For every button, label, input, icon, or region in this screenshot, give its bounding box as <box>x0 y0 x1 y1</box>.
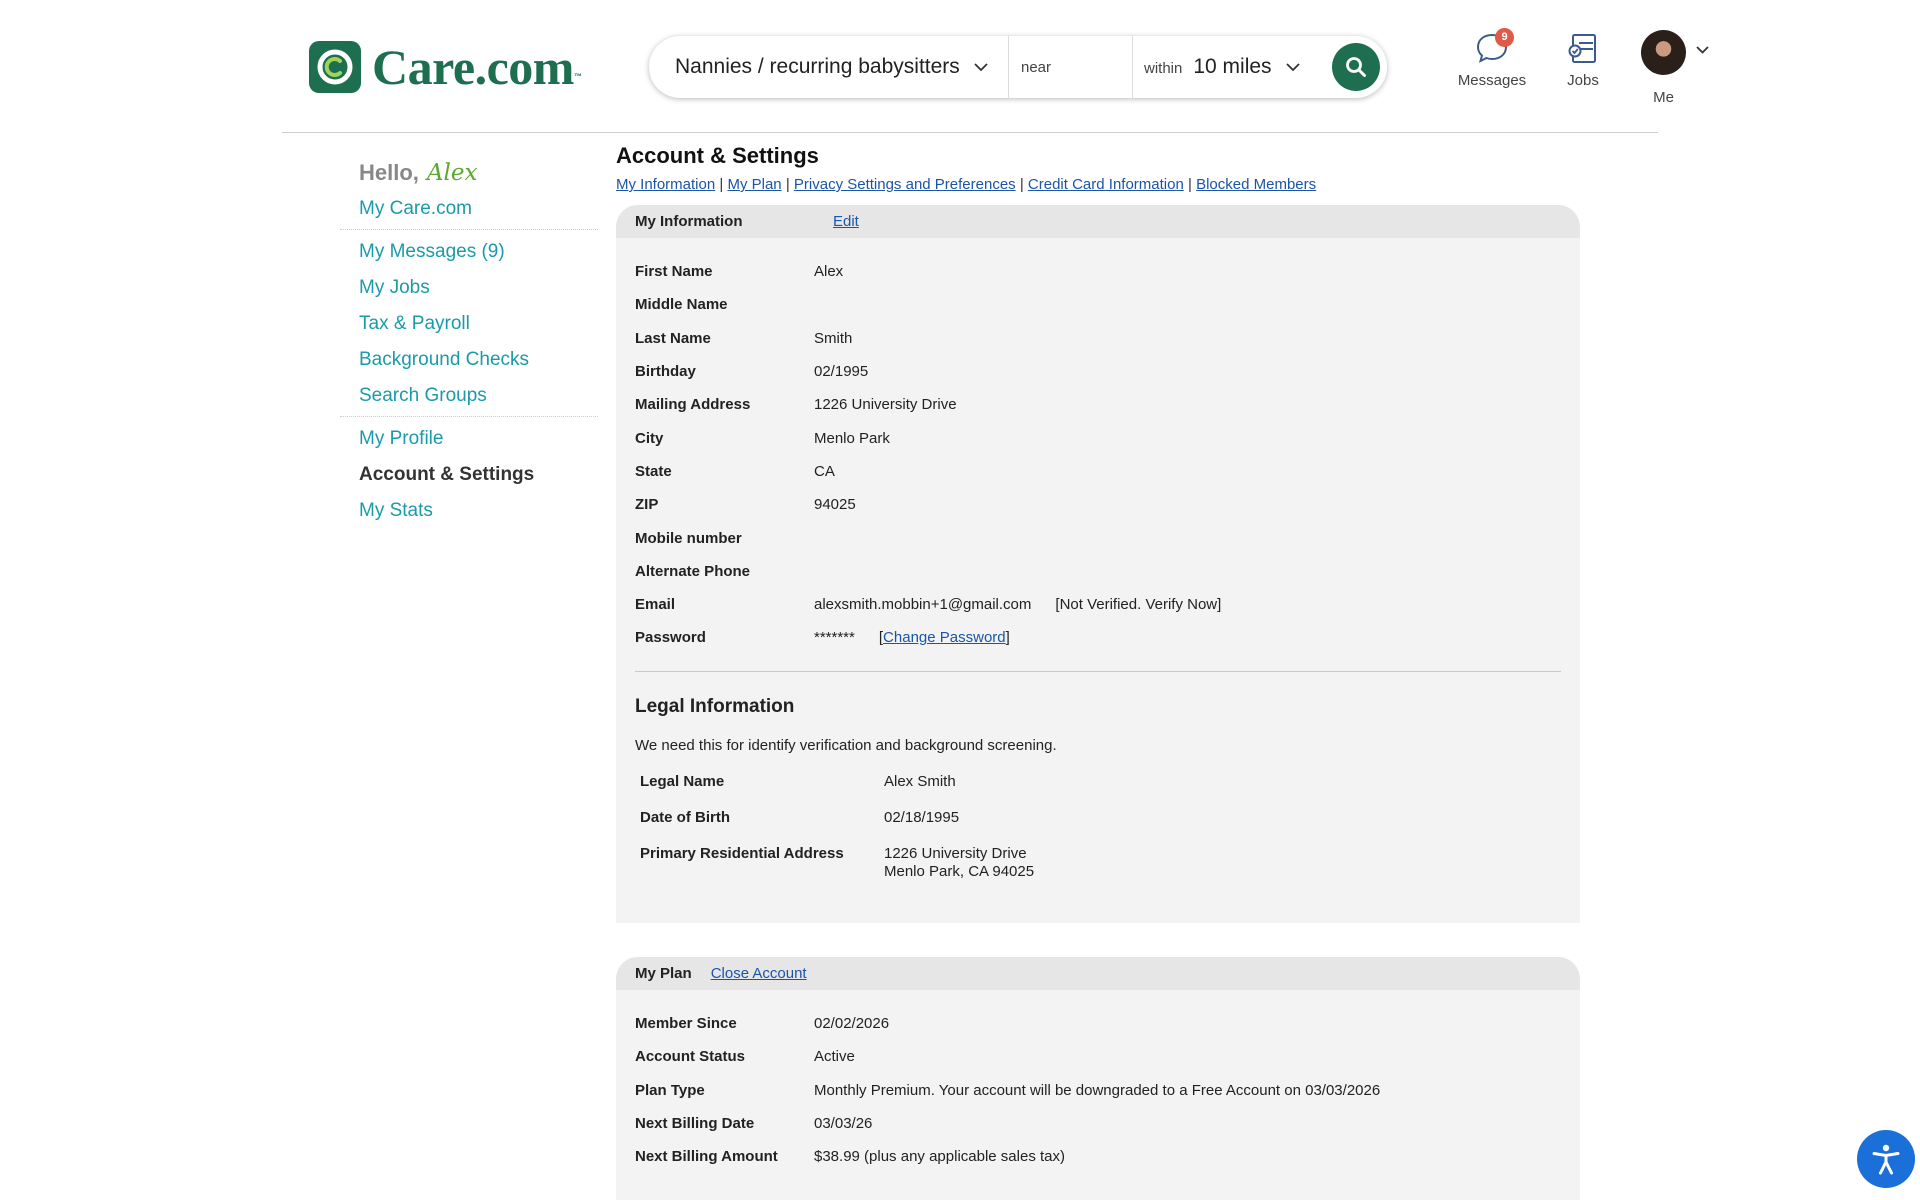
field-plan-type <box>616 1074 1580 1107</box>
field-value <box>884 845 1034 881</box>
field-zip <box>616 488 1580 521</box>
settings-subnav <box>616 176 1580 194</box>
my-plan-fields <box>616 990 1580 1173</box>
my-information-fields <box>616 238 1580 655</box>
service-type-value: Nannies / recurring babysitters <box>675 55 960 78</box>
change-password-wrapper <box>879 629 1010 646</box>
near-location-input[interactable] <box>1021 59 1126 76</box>
field-value: 02/1995 <box>814 363 869 381</box>
top-header <box>0 0 1920 134</box>
my-information-header <box>616 205 1580 238</box>
field-value: 02/02/2026 <box>814 1015 890 1033</box>
field-value: Active <box>814 1048 855 1066</box>
field-member-since <box>616 1007 1580 1040</box>
sidebar-item-background-checks[interactable]: Background Checks <box>359 349 530 370</box>
field-value: alexsmith.mobbin+1@gmail.com <box>814 596 1032 614</box>
sidebar-divider <box>340 416 598 417</box>
my-plan-title: My Plan <box>635 965 692 982</box>
field-value: 02/18/1995 <box>884 808 960 826</box>
field-label: City <box>635 429 664 447</box>
field-label: Primary Residential Address <box>640 844 844 862</box>
field-label: Last Name <box>635 329 711 347</box>
field-label: Next Billing Amount <box>635 1148 778 1166</box>
page-title: Account & Settings <box>616 143 819 168</box>
field-label: Legal Name <box>640 772 725 790</box>
field-label: ZIP <box>635 496 659 514</box>
nav-jobs[interactable] <box>1553 30 1613 89</box>
near-location-field[interactable] <box>1009 36 1133 98</box>
field-value: Alex <box>814 263 844 281</box>
me-label: Me <box>1653 89 1674 106</box>
edit-my-information-link[interactable]: Edit <box>833 213 859 230</box>
subnav-my-information[interactable]: My Information <box>616 176 716 193</box>
account-sidebar <box>340 155 598 529</box>
sidebar-divider <box>340 229 598 230</box>
field-label: Date of Birth <box>640 808 730 826</box>
field-next-billing-date <box>616 1107 1580 1140</box>
field-next-billing-amount <box>616 1140 1580 1173</box>
field-value: Smith <box>814 329 853 347</box>
subnav-credit-card[interactable]: Credit Card Information <box>1027 176 1184 193</box>
my-information-panel <box>616 205 1580 923</box>
nav-me-menu[interactable] <box>1641 30 1721 106</box>
address-line-1: 1226 University Drive <box>884 844 1027 862</box>
nav-messages[interactable] <box>1452 30 1532 89</box>
care-logo[interactable] <box>309 40 581 94</box>
close-account-link[interactable]: Close Account <box>710 965 807 982</box>
field-label: Mailing Address <box>635 396 751 414</box>
my-information-title: My Information <box>635 213 743 230</box>
search-bar <box>649 36 1387 98</box>
field-password <box>616 621 1580 654</box>
sidebar-item-tax-payroll[interactable]: Tax & Payroll <box>359 313 470 334</box>
legal-information-description: We need this for identify verification and background screening. <box>635 736 1057 754</box>
field-value: Monthly Premium. Your account will be downgraded to a Free Account on 03/03/2026 <box>814 1081 1381 1099</box>
field-value: 03/03/26 <box>814 1115 873 1133</box>
field-label: Password <box>635 629 706 647</box>
greeting-text: Hello, <box>359 160 419 185</box>
address-line-2: Menlo Park, CA 94025 <box>884 862 1035 880</box>
field-value: CA <box>814 462 835 480</box>
chevron-down-icon <box>974 63 988 72</box>
bracket-close: ] <box>1005 629 1010 647</box>
within-label: within <box>1144 60 1183 77</box>
field-label: Next Billing Date <box>635 1115 755 1133</box>
main-content <box>616 142 1580 1166</box>
email-verification-status <box>1055 596 1221 613</box>
accessibility-button[interactable] <box>1857 1130 1915 1188</box>
sidebar-item-my-jobs[interactable]: My Jobs <box>359 277 430 298</box>
subnav-separator: | <box>719 176 724 193</box>
field-value: Menlo Park <box>814 429 890 447</box>
field-city <box>616 421 1580 454</box>
field-label: Account Status <box>635 1048 746 1066</box>
chevron-down-icon <box>1696 46 1709 54</box>
subnav-separator: | <box>1188 176 1192 193</box>
sidebar-item-my-care[interactable]: My Care.com <box>359 198 472 219</box>
subnav-my-plan[interactable]: My Plan <box>727 176 782 193</box>
service-type-dropdown[interactable] <box>649 36 1009 98</box>
field-label: Middle Name <box>635 296 728 314</box>
field-last-name <box>616 322 1580 355</box>
messages-count-badge: 9 <box>1495 28 1514 47</box>
subnav-separator: | <box>785 176 790 193</box>
sidebar-item-search-groups[interactable]: Search Groups <box>359 385 487 406</box>
sidebar-item-account-settings[interactable]: Account & Settings <box>359 464 535 485</box>
search-button[interactable] <box>1332 43 1380 91</box>
sidebar-item-my-profile[interactable]: My Profile <box>359 428 444 449</box>
field-state <box>616 455 1580 488</box>
sidebar-item-my-messages[interactable]: My Messages (9) <box>359 241 505 262</box>
field-value: 1226 University Drive <box>814 396 957 414</box>
field-alternate-phone <box>616 555 1580 588</box>
greeting-user-name: Alex <box>426 160 478 186</box>
field-label: First Name <box>635 263 713 281</box>
distance-value: 10 miles <box>1193 55 1272 78</box>
field-date-of-birth <box>616 800 1580 836</box>
field-label: Alternate Phone <box>635 562 751 580</box>
greeting <box>340 155 598 191</box>
sidebar-item-my-stats[interactable]: My Stats <box>359 500 433 521</box>
field-email <box>616 588 1580 621</box>
jobs-label: Jobs <box>1567 72 1599 89</box>
field-value: 94025 <box>814 496 856 514</box>
field-middle-name <box>616 288 1580 321</box>
field-label: Mobile number <box>635 529 742 547</box>
field-label: Plan Type <box>635 1081 705 1099</box>
care-logo-icon <box>309 41 361 93</box>
field-mailing-address <box>616 388 1580 421</box>
field-label: Email <box>635 596 676 614</box>
bracket-open: [ <box>878 629 884 647</box>
field-label: Member Since <box>635 1015 737 1033</box>
my-plan-header <box>616 957 1580 990</box>
field-first-name <box>616 255 1580 288</box>
field-legal-name <box>616 764 1580 800</box>
legal-information-title: Legal Information <box>635 695 795 717</box>
verification-suffix: ] <box>1217 596 1222 614</box>
section-divider <box>635 671 1561 672</box>
search-icon <box>1344 55 1368 79</box>
chevron-down-icon <box>1286 63 1300 72</box>
field-value: $38.99 (plus any applicable sales tax) <box>814 1148 1065 1166</box>
field-mobile-number <box>616 521 1580 554</box>
field-birthday <box>616 355 1580 388</box>
subnav-separator: | <box>1019 176 1024 193</box>
field-primary-address <box>616 836 1580 881</box>
subnav-privacy-settings[interactable]: Privacy Settings and Preferences <box>793 176 1016 193</box>
brand-name: Care.com™ <box>372 39 582 95</box>
legal-information-fields <box>616 764 1580 881</box>
accessibility-icon <box>1868 1141 1904 1177</box>
avatar <box>1641 30 1686 75</box>
change-password-link[interactable]: Change Password <box>883 629 1006 647</box>
header-divider <box>282 132 1658 133</box>
verification-prefix: [Not Verified. <box>1055 596 1146 614</box>
field-label: Birthday <box>635 363 696 381</box>
field-value: Alex Smith <box>884 772 956 790</box>
my-plan-panel <box>616 957 1580 1200</box>
field-value: ******* <box>814 629 855 647</box>
jobs-icon <box>1565 30 1601 66</box>
subnav-blocked-members[interactable]: Blocked Members <box>1196 176 1317 193</box>
field-label: State <box>635 462 672 480</box>
verify-now-link[interactable]: Verify Now <box>1145 596 1218 614</box>
field-account-status <box>616 1040 1580 1073</box>
messages-label: Messages <box>1457 72 1527 89</box>
